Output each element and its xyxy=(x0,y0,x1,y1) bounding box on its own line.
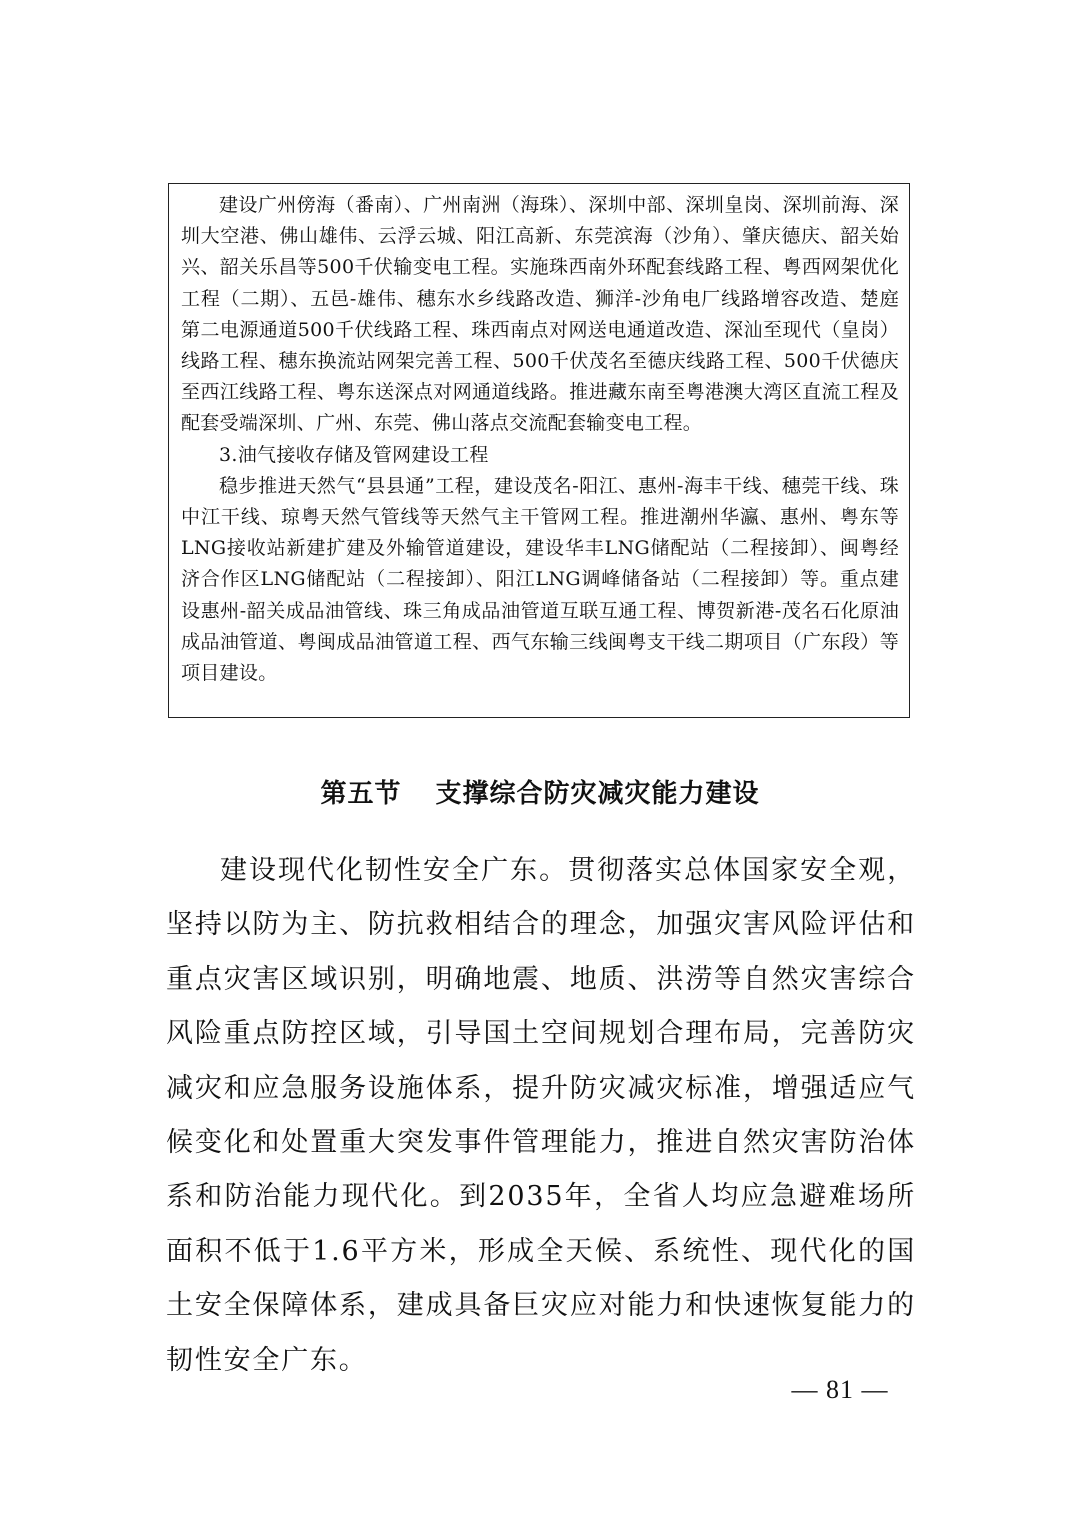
oil-gas-subheading: 3.油气接收存储及管网建设工程 xyxy=(219,443,489,466)
power-grid-projects-paragraph: 建设广州傍海（番南）、广州南洲（海珠）、深圳中部、深圳皇岗、深圳前海、深圳大空港、佛山雄伟、云浮云城、阳江高新、东莞滨海（沙角）、肇庆德庆、韶关始兴、韶关乐昌等500千伏输变电工程。实施珠西南外环配套线路工程、粤西网架优化工程（二期）、五邑-雄伟、穗东水乡线路改造、狮洋-沙角电厂线路增容改造、楚庭第二电源通道500千伏线路工程、珠西南点对网送电通道改造、深汕至现代（皇岗）线路工程、穗东换流站网架完善工程、500千伏茂名至德庆线路工程、500千伏德庆至西江线路工程、粤东送深点对网通道线路。推进藏东南至粤港澳大湾区直流工程及配套受端深圳、广州、东莞、佛山落点交流配套输变电工程。 xyxy=(181,194,899,435)
section-number: 第五节 xyxy=(320,779,402,809)
project-list-box xyxy=(168,183,910,718)
page-number: — 81 — xyxy=(791,1375,889,1404)
body-paragraph: 建设现代化韧性安全广东。贯彻落实总体国家安全观，坚持以防为主、防抗救相结合的理念，加强灾害风险评估和重点灾害区域识别，明确地震、地质、洪涝等自然灾害综合风险重点防控区域，引导国土空间规划合理布局，完善防灾减灾和应急服务设施体系，提升防灾减灾标准，增强适应气候变化和处置重大突发事件管理能力，推进自然灾害防治体系和防治能力现代化。到2035年，全省人均应急避难场所面积不低于1.6平方米，形成全天候、系统性、现代化的国土安全保障体系，建成具备巨灾应对能力和快速恢复能力的韧性安全广东。 xyxy=(166,855,916,1376)
oil-gas-projects-paragraph: 稳步推进天然气“县县通”工程，建设茂名-阳江、惠州-海丰干线、穗莞干线、珠中江干线、琼粤天然气管线等天然气主干管网工程。推进潮州华瀛、惠州、粤东等LNG接收站新建扩建及外输管道建设，建设华丰LNG储配站（二程接卸）、闽粤经济合作区LNG储配站（二程接卸）、阳江LNG调峰储备站（二程接卸）等。重点建设惠州-韶关成品油管线、珠三角成品油管道互联互通工程、博贺新港-茂名石化原油成品油管道、粤闽成品油管道工程、西气东输三线闽粤支干线二期项目（广东段）等项目建设。 xyxy=(181,474,899,685)
section-title: 支撑综合防灾减灾能力建设 xyxy=(435,779,760,809)
section-heading xyxy=(0,774,1080,814)
